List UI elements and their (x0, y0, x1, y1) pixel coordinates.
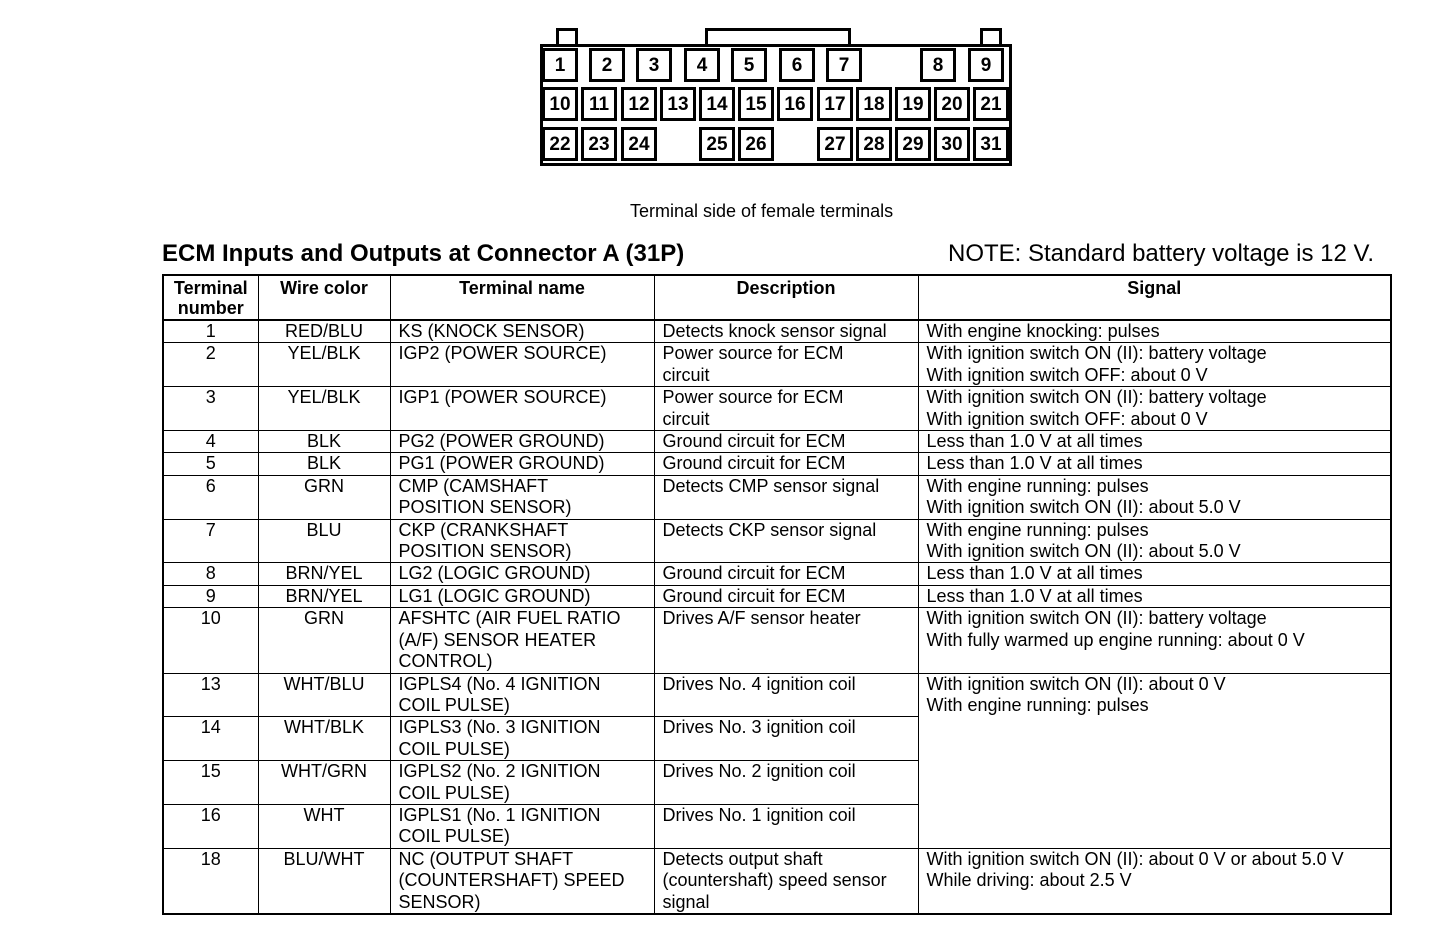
cell-terminal-number: 15 (163, 761, 258, 805)
connector-pin-25: 25 (699, 127, 735, 161)
connector-pin-2: 2 (589, 48, 625, 82)
cell-terminal-name: PG1 (POWER GROUND) (390, 453, 654, 475)
cell-description: Drives No. 2 ignition coil (654, 761, 918, 805)
connector-pin-22: 22 (542, 127, 578, 161)
cell-signal: Less than 1.0 V at all times (918, 563, 1391, 585)
connector-pin-12: 12 (621, 87, 657, 121)
cell-signal: With engine running: pulses With ignition switch ON (II): about 5.0 V (918, 475, 1391, 519)
cell-wire-color: GRN (258, 608, 390, 673)
ecm-io-table (162, 274, 1392, 915)
cell-wire-color: BLU/WHT (258, 848, 390, 914)
cell-signal: With ignition switch ON (II): about 0 V or about 5.0 V While driving: about 2.5 V (918, 848, 1391, 914)
cell-terminal-number: 3 (163, 387, 258, 431)
cell-terminal-number: 18 (163, 848, 258, 914)
cell-terminal-name: LG2 (LOGIC GROUND) (390, 563, 654, 585)
cell-description: Drives No. 1 ignition coil (654, 804, 918, 848)
cell-description: Power source for ECM circuit (654, 343, 918, 387)
cell-terminal-number: 7 (163, 519, 258, 563)
cell-terminal-number: 6 (163, 475, 258, 519)
cell-signal: With engine running: pulses With ignition switch ON (II): about 5.0 V (918, 519, 1391, 563)
table-row (163, 453, 1391, 475)
connector-pin-19: 19 (895, 87, 931, 121)
header-terminal-name: Terminal name (390, 275, 654, 320)
connector-pin-23: 23 (581, 127, 617, 161)
table-row (163, 673, 1391, 717)
connector-pin-26: 26 (738, 127, 774, 161)
connector-pin-5: 5 (731, 48, 767, 82)
cell-terminal-number: 4 (163, 431, 258, 453)
table-row (163, 431, 1391, 453)
cell-terminal-name: AFSHTC (AIR FUEL RATIO (A/F) SENSOR HEATER CONTROL) (390, 608, 654, 673)
table-row (163, 563, 1391, 585)
cell-wire-color: GRN (258, 475, 390, 519)
cell-description: Ground circuit for ECM (654, 585, 918, 607)
connector-pin-14: 14 (699, 87, 735, 121)
table-row (163, 475, 1391, 519)
cell-wire-color: WHT/BLU (258, 673, 390, 717)
cell-terminal-number: 14 (163, 717, 258, 761)
cell-terminal-name: IGP2 (POWER SOURCE) (390, 343, 654, 387)
cell-wire-color: WHT (258, 804, 390, 848)
cell-signal: Less than 1.0 V at all times (918, 431, 1391, 453)
connector-pin-20: 20 (934, 87, 970, 121)
table-header-row (163, 275, 1391, 320)
cell-wire-color: BRN/YEL (258, 563, 390, 585)
connector-pin-31: 31 (973, 127, 1009, 161)
cell-description: Ground circuit for ECM (654, 431, 918, 453)
cell-terminal-name: PG2 (POWER GROUND) (390, 431, 654, 453)
connector-pin-15: 15 (738, 87, 774, 121)
cell-terminal-name: IGPLS2 (No. 2 IGNITION COIL PULSE) (390, 761, 654, 805)
connector-pin-9: 9 (968, 48, 1004, 82)
connector-pin-4: 4 (684, 48, 720, 82)
cell-signal: With engine knocking: pulses (918, 320, 1391, 343)
page-title: ECM Inputs and Outputs at Connector A (31P) (162, 240, 685, 267)
cell-terminal-name: KS (KNOCK SENSOR) (390, 320, 654, 343)
cell-terminal-name: CMP (CAMSHAFT POSITION SENSOR) (390, 475, 654, 519)
cell-signal: Less than 1.0 V at all times (918, 453, 1391, 475)
cell-description: Detects CKP sensor signal (654, 519, 918, 563)
battery-note: NOTE: Standard battery voltage is 12 V. (948, 240, 1375, 267)
cell-terminal-number: 9 (163, 585, 258, 607)
cell-wire-color: YEL/BLK (258, 387, 390, 431)
connector-pin-29: 29 (895, 127, 931, 161)
table-row (163, 848, 1391, 914)
connector-pin-16: 16 (777, 87, 813, 121)
cell-description: Ground circuit for ECM (654, 563, 918, 585)
cell-wire-color: BLK (258, 431, 390, 453)
cell-wire-color: BLU (258, 519, 390, 563)
cell-terminal-name: IGPLS4 (No. 4 IGNITION COIL PULSE) (390, 673, 654, 717)
table-row (163, 608, 1391, 673)
cell-signal: With ignition switch ON (II): about 0 V With engine running: pulses (918, 673, 1391, 848)
cell-terminal-number: 10 (163, 608, 258, 673)
connector-diagram (536, 24, 1016, 169)
cell-wire-color: YEL/BLK (258, 343, 390, 387)
connector-pin-17: 17 (817, 87, 853, 121)
cell-terminal-number: 2 (163, 343, 258, 387)
cell-signal: Less than 1.0 V at all times (918, 585, 1391, 607)
table-row (163, 343, 1391, 387)
table-row (163, 519, 1391, 563)
header-terminal-number: Terminal number (163, 275, 258, 320)
cell-wire-color: RED/BLU (258, 320, 390, 343)
header-signal: Signal (918, 275, 1391, 320)
cell-wire-color: WHT/GRN (258, 761, 390, 805)
header-description: Description (654, 275, 918, 320)
connector-pin-8: 8 (920, 48, 956, 82)
cell-description: Drives No. 4 ignition coil (654, 673, 918, 717)
cell-terminal-number: 1 (163, 320, 258, 343)
cell-terminal-name: LG1 (LOGIC GROUND) (390, 585, 654, 607)
cell-wire-color: BLK (258, 453, 390, 475)
cell-description: Detects knock sensor signal (654, 320, 918, 343)
connector-pin-18: 18 (856, 87, 892, 121)
cell-terminal-name: NC (OUTPUT SHAFT (COUNTERSHAFT) SPEED SENSOR) (390, 848, 654, 914)
table-row (163, 387, 1391, 431)
connector-pin-10: 10 (542, 87, 578, 121)
cell-terminal-name: CKP (CRANKSHAFT POSITION SENSOR) (390, 519, 654, 563)
cell-signal: With ignition switch ON (II): battery voltage With ignition switch OFF: about 0 V (918, 387, 1391, 431)
cell-terminal-number: 13 (163, 673, 258, 717)
cell-description: Ground circuit for ECM (654, 453, 918, 475)
header-wire-color: Wire color (258, 275, 390, 320)
cell-description: Detects output shaft (countershaft) speed sensor signal (654, 848, 918, 914)
cell-terminal-name: IGP1 (POWER SOURCE) (390, 387, 654, 431)
table-row (163, 320, 1391, 343)
connector-pin-6: 6 (779, 48, 815, 82)
connector-pin-1: 1 (542, 48, 578, 82)
connector-pin-13: 13 (660, 87, 696, 121)
connector-pin-21: 21 (973, 87, 1009, 121)
cell-terminal-number: 5 (163, 453, 258, 475)
cell-description: Detects CMP sensor signal (654, 475, 918, 519)
cell-signal: With ignition switch ON (II): battery voltage With ignition switch OFF: about 0 V (918, 343, 1391, 387)
cell-description: Power source for ECM circuit (654, 387, 918, 431)
connector-pin-24: 24 (621, 127, 657, 161)
cell-terminal-name: IGPLS1 (No. 1 IGNITION COIL PULSE) (390, 804, 654, 848)
connector-pin-3: 3 (636, 48, 672, 82)
cell-description: Drives No. 3 ignition coil (654, 717, 918, 761)
connector-pin-7: 7 (826, 48, 862, 82)
cell-terminal-number: 8 (163, 563, 258, 585)
connector-pin-28: 28 (856, 127, 892, 161)
connector-caption: Terminal side of female terminals (630, 201, 894, 221)
cell-wire-color: BRN/YEL (258, 585, 390, 607)
table-row (163, 585, 1391, 607)
table-body (163, 320, 1391, 914)
cell-terminal-number: 16 (163, 804, 258, 848)
cell-wire-color: WHT/BLK (258, 717, 390, 761)
connector-pin-11: 11 (581, 87, 617, 121)
cell-terminal-name: IGPLS3 (No. 3 IGNITION COIL PULSE) (390, 717, 654, 761)
cell-signal: With ignition switch ON (II): battery voltage With fully warmed up engine running: about 0 V (918, 608, 1391, 673)
connector-pin-27: 27 (817, 127, 853, 161)
cell-description: Drives A/F sensor heater (654, 608, 918, 673)
connector-pin-30: 30 (934, 127, 970, 161)
